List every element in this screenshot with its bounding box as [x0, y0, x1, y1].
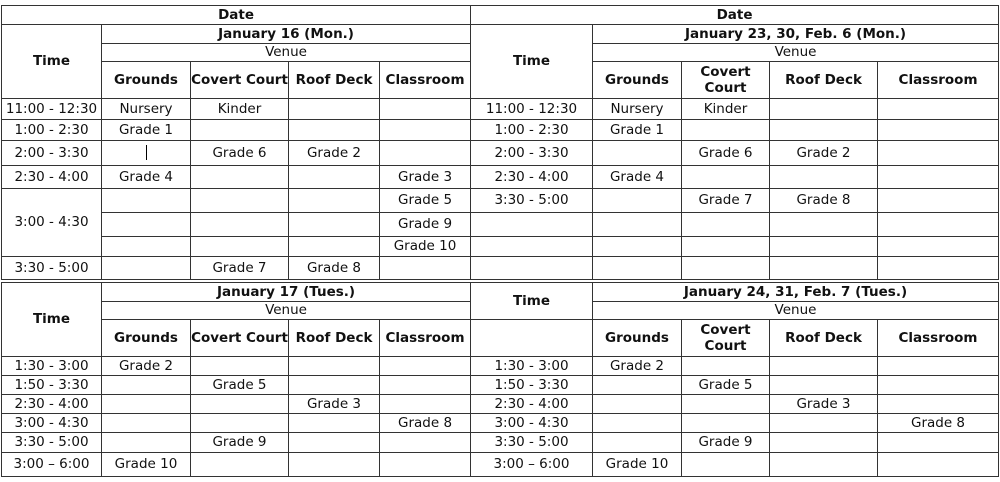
date-heading: January 23, 30, Feb. 6 (Mon.): [593, 25, 999, 44]
schedule-table-jan24-tues: [470, 282, 999, 477]
table-row: [471, 453, 999, 477]
schedule-cell: Kinder: [191, 99, 289, 120]
schedule-cell: [878, 395, 999, 414]
schedule-cell: [593, 376, 682, 395]
table-row: [2, 414, 471, 433]
schedule-cell: [289, 414, 380, 433]
table-row: [471, 357, 999, 376]
schedule-cell: Grade 7: [191, 257, 289, 280]
empty-cell: [682, 213, 770, 237]
time-header: Time: [2, 283, 102, 357]
venue-classroom: Classroom: [878, 62, 999, 99]
schedule-cell: Grade 6: [191, 141, 289, 166]
schedule-cell: Grade 4: [102, 166, 191, 189]
schedule-cell: [289, 213, 380, 237]
table-row: [2, 453, 471, 477]
schedule-cell: Grade 5: [191, 376, 289, 395]
time-cell: 1:00 - 2:30: [2, 120, 102, 141]
time-cell: 1:00 - 2:30: [471, 120, 593, 141]
schedule-cell: [593, 141, 682, 166]
schedule-cell: Grade 5: [380, 189, 471, 213]
schedule-cell: [380, 433, 471, 453]
schedule-cell: [878, 376, 999, 395]
schedule-cell: Grade 3: [289, 395, 380, 414]
schedule-cell: Grade 10: [102, 453, 191, 477]
schedule-cell: [770, 453, 878, 477]
empty-cell: [770, 257, 878, 280]
time-cell: 2:30 - 4:00: [2, 395, 102, 414]
schedule-cell: [770, 357, 878, 376]
schedule-cell: Grade 3: [380, 166, 471, 189]
schedule-cell: [102, 433, 191, 453]
schedule-cell: [380, 257, 471, 280]
table-row: [471, 433, 999, 453]
table-row-empty: [471, 237, 999, 257]
table-row: [471, 414, 999, 433]
schedule-table-jan23-mon: [470, 5, 999, 280]
empty-cell: [878, 213, 999, 237]
table-row: [2, 433, 471, 453]
schedule-cell: [878, 166, 999, 189]
empty-cell: [593, 213, 682, 237]
schedule-cell: Grade 10: [380, 237, 471, 257]
time-cell: 3:30 - 5:00: [471, 189, 593, 213]
schedule-cell: [191, 237, 289, 257]
schedule-cell: [682, 395, 770, 414]
schedule-cell: Grade 9: [380, 213, 471, 237]
schedule-cell: [380, 395, 471, 414]
venue-roof-deck: Roof Deck: [289, 62, 380, 99]
table-row-empty: [471, 257, 999, 280]
empty-cell: [682, 257, 770, 280]
time-cell: 3:00 - 4:30: [2, 414, 102, 433]
empty-cell: [878, 257, 999, 280]
venue-classroom: Classroom: [380, 320, 471, 357]
table-row-empty: [471, 213, 999, 237]
schedule-cell: [380, 99, 471, 120]
table-row: [2, 120, 471, 141]
schedule-cell: [380, 120, 471, 141]
schedule-cell: [102, 395, 191, 414]
schedule-cell: [289, 453, 380, 477]
schedule-cell: Grade 4: [593, 166, 682, 189]
schedule-cell: [289, 433, 380, 453]
date-heading: January 17 (Tues.): [102, 283, 471, 302]
schedule-cell-editing[interactable]: [102, 141, 191, 166]
table-row: [471, 120, 999, 141]
table-row: [2, 189, 471, 213]
schedule-cell: [289, 376, 380, 395]
schedule-cell: Grade 8: [878, 414, 999, 433]
schedule-cell: [770, 120, 878, 141]
time-cell: 11:00 - 12:30: [471, 99, 593, 120]
table-row: [2, 257, 471, 280]
time-cell: 1:50 - 3:30: [471, 376, 593, 395]
table-row: [471, 189, 999, 213]
venue-roof-deck: Roof Deck: [770, 62, 878, 99]
time-cell: 3:30 - 5:00: [471, 433, 593, 453]
schedule-cell: Grade 1: [593, 120, 682, 141]
schedule-cell: [770, 433, 878, 453]
schedule-cell: [593, 433, 682, 453]
schedule-cell: [682, 414, 770, 433]
venue-covert-court: Covert Court: [682, 320, 770, 357]
venue-classroom: Classroom: [878, 320, 999, 357]
schedule-cell: [380, 141, 471, 166]
time-cell: 11:00 - 12:30: [2, 99, 102, 120]
schedule-cell: [289, 166, 380, 189]
venue-header: Venue: [593, 44, 999, 62]
schedule-cell: [878, 141, 999, 166]
schedule-cell: [102, 376, 191, 395]
schedule-cell: [380, 453, 471, 477]
schedule-cell: Grade 2: [289, 141, 380, 166]
schedule-cell: [593, 189, 682, 213]
schedule-cell: [191, 357, 289, 376]
time-header: Time: [2, 25, 102, 99]
time-cell: 2:00 - 3:30: [471, 141, 593, 166]
empty-cell: [770, 213, 878, 237]
venue-grounds: Grounds: [593, 320, 682, 357]
schedule-cell: [770, 166, 878, 189]
schedule-cell: [191, 213, 289, 237]
schedule-cell: [102, 189, 191, 213]
empty-cell: [471, 237, 593, 257]
schedule-cell: Grade 7: [682, 189, 770, 213]
schedule-cell: [289, 99, 380, 120]
schedule-cell: [102, 237, 191, 257]
time-cell: 1:50 - 3:30: [2, 376, 102, 395]
schedule-cell: [102, 213, 191, 237]
time-cell: 1:30 - 3:00: [2, 357, 102, 376]
schedule-table-jan16-mon: [1, 5, 471, 280]
schedule-cell: Grade 5: [682, 376, 770, 395]
venue-grounds: Grounds: [102, 62, 191, 99]
schedule-cell: [380, 357, 471, 376]
venue-classroom: Classroom: [380, 62, 471, 99]
time-cell: 3:30 - 5:00: [2, 257, 102, 280]
table-row: [2, 99, 471, 120]
blank-header-cell: [471, 320, 593, 357]
table-row: [471, 166, 999, 189]
schedule-cell: Grade 6: [682, 141, 770, 166]
venue-grounds: Grounds: [593, 62, 682, 99]
table-row: [2, 166, 471, 189]
table-row: [2, 395, 471, 414]
schedule-table-jan17-tues: [1, 282, 471, 477]
schedule-cell: [682, 357, 770, 376]
time-cell: 2:00 - 3:30: [2, 141, 102, 166]
table-row: [471, 141, 999, 166]
date-header: Date: [2, 6, 471, 25]
empty-cell: [593, 257, 682, 280]
date-header: Date: [471, 6, 999, 25]
schedule-cell: [191, 189, 289, 213]
schedule-cell: [770, 376, 878, 395]
schedule-cell: [289, 357, 380, 376]
schedule-cell: Grade 9: [191, 433, 289, 453]
schedule-cell: [191, 395, 289, 414]
schedule-cell: Grade 10: [593, 453, 682, 477]
schedule-cell: [191, 453, 289, 477]
schedule-cell: [191, 166, 289, 189]
time-header: Time: [471, 283, 593, 320]
time-cell: 3:00 - 4:30: [2, 189, 102, 257]
schedule-cell: [878, 120, 999, 141]
schedule-cell: Nursery: [593, 99, 682, 120]
time-cell: 3:00 – 6:00: [2, 453, 102, 477]
schedule-cell: Grade 8: [289, 257, 380, 280]
venue-roof-deck: Roof Deck: [289, 320, 380, 357]
table-row: [471, 395, 999, 414]
schedule-cell: Grade 3: [770, 395, 878, 414]
venue-grounds: Grounds: [102, 320, 191, 357]
schedule-cell: Grade 2: [770, 141, 878, 166]
time-cell: 3:00 – 6:00: [471, 453, 593, 477]
schedule-cell: Kinder: [682, 99, 770, 120]
schedule-cell: [878, 357, 999, 376]
empty-cell: [878, 237, 999, 257]
schedule-cell: [878, 433, 999, 453]
time-cell: 2:30 - 4:00: [471, 395, 593, 414]
time-cell: 3:30 - 5:00: [2, 433, 102, 453]
schedule-cell: [289, 189, 380, 213]
schedule-cell: [593, 395, 682, 414]
schedule-cell: Grade 2: [593, 357, 682, 376]
schedule-cell: [878, 189, 999, 213]
venue-covert-court: Covert Court: [682, 62, 770, 99]
venue-roof-deck: Roof Deck: [770, 320, 878, 357]
time-cell: 2:30 - 4:00: [2, 166, 102, 189]
table-row: [2, 357, 471, 376]
time-cell: 2:30 - 4:00: [471, 166, 593, 189]
table-row: [2, 376, 471, 395]
empty-cell: [682, 237, 770, 257]
schedule-cell: [102, 257, 191, 280]
schedule-cell: [682, 453, 770, 477]
schedule-cell: [770, 99, 878, 120]
venue-header: Venue: [593, 302, 999, 320]
schedule-cell: [770, 414, 878, 433]
venue-covert-court: Covert Court: [191, 62, 289, 99]
time-cell: 3:00 - 4:30: [471, 414, 593, 433]
schedule-cell: [878, 99, 999, 120]
schedule-cell: [682, 166, 770, 189]
empty-cell: [471, 213, 593, 237]
table-row: [471, 99, 999, 120]
venue-header: Venue: [102, 44, 471, 62]
text-cursor: [146, 145, 147, 160]
schedule-cell: Nursery: [102, 99, 191, 120]
schedule-cell: [191, 120, 289, 141]
table-row: [2, 141, 471, 166]
schedule-cell: [102, 414, 191, 433]
time-cell: 1:30 - 3:00: [471, 357, 593, 376]
empty-cell: [471, 257, 593, 280]
empty-cell: [593, 237, 682, 257]
empty-cell: [770, 237, 878, 257]
schedule-cell: [289, 120, 380, 141]
time-header: Time: [471, 25, 593, 99]
venue-covert-court: Covert Court: [191, 320, 289, 357]
schedule-cell: [878, 453, 999, 477]
table-row: [471, 376, 999, 395]
schedule-cell: Grade 9: [682, 433, 770, 453]
schedule-cell: [380, 376, 471, 395]
schedule-cell: [593, 414, 682, 433]
date-heading: January 24, 31, Feb. 7 (Tues.): [593, 283, 999, 302]
schedule-cell: Grade 2: [102, 357, 191, 376]
schedule-cell: [289, 237, 380, 257]
schedule-cell: Grade 8: [770, 189, 878, 213]
schedule-cell: Grade 8: [380, 414, 471, 433]
schedule-cell: [191, 414, 289, 433]
schedule-cell: Grade 1: [102, 120, 191, 141]
schedule-cell: [682, 120, 770, 141]
date-heading: January 16 (Mon.): [102, 25, 471, 44]
venue-header: Venue: [102, 302, 471, 320]
